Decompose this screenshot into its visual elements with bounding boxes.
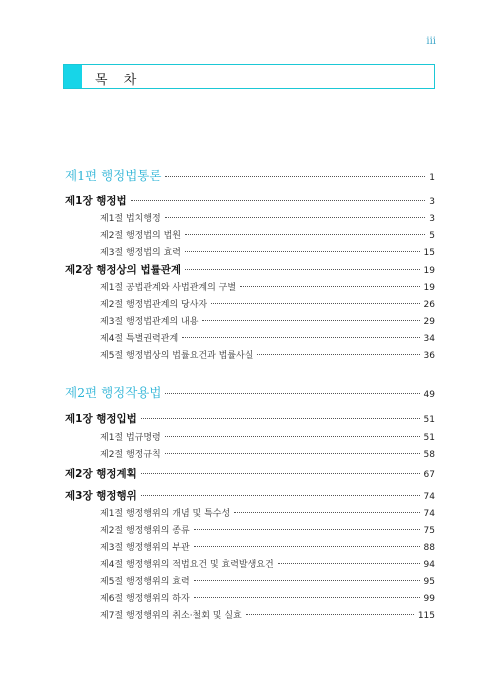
- toc-entry-page: 94: [423, 560, 435, 570]
- toc-entry-section: [100, 506, 435, 519]
- toc-entry-page: 19: [423, 283, 435, 293]
- toc-entry-label: 제3절 행정법의 효력: [100, 248, 182, 258]
- toc-entry-label: 제2절 행정규칙: [100, 450, 161, 460]
- dot-leader: [185, 251, 420, 252]
- toc-entry-label: 제1절 공법관계와 사법관계의 구별: [100, 283, 237, 293]
- toc-entry-label: 제3장 행정행위: [65, 490, 137, 502]
- toc-entry-section: [100, 348, 435, 361]
- toc-entry-page: 58: [423, 450, 435, 460]
- dot-leader: [165, 393, 419, 394]
- dot-leader: [141, 495, 420, 496]
- dot-leader: [278, 563, 420, 564]
- toc-entry-section: [100, 574, 435, 587]
- toc-entry-page: 3: [429, 197, 435, 207]
- toc-entry-page: 29: [423, 317, 435, 327]
- toc-entry-page: 34: [423, 334, 435, 344]
- toc-entry-label: 제7절 행정행위의 취소·철회 및 실효: [100, 611, 242, 621]
- toc-entry-section: [100, 557, 435, 570]
- toc-entry-label: 제1편 행정법통론: [65, 168, 162, 183]
- dot-leader: [182, 337, 419, 338]
- toc-entry-label: 제1절 행정행위의 개념 및 특수성: [100, 509, 231, 519]
- toc-entry-section: [100, 447, 435, 460]
- toc-entry-label: 제4절 행정행위의 적법요건 및 효력발생요건: [100, 560, 274, 570]
- toc-entry-section: [100, 540, 435, 553]
- toc-entry-page: 67: [423, 470, 435, 480]
- toc-entry-chapter: [65, 411, 435, 426]
- toc-entry-page: 36: [423, 351, 435, 361]
- toc-entry-section: [100, 228, 435, 241]
- toc-entry-chapter: [65, 262, 435, 277]
- toc-entry-label: 제1절 법규명령: [100, 433, 161, 443]
- dot-leader: [165, 436, 420, 437]
- page-number: iii: [426, 36, 436, 47]
- toc-title: 목 차: [95, 73, 143, 88]
- toc-entry-label: 제5절 행정행위의 효력: [100, 577, 190, 587]
- toc-entry-label: 제4절 특별권력관계: [100, 334, 179, 344]
- toc-entry-section: [100, 280, 435, 293]
- toc-entry-page: 74: [423, 509, 435, 519]
- toc-entry-part: [65, 166, 435, 184]
- dot-leader: [257, 354, 419, 355]
- dot-leader: [202, 320, 419, 321]
- toc-entry-label: 제3절 행정행위의 부관: [100, 543, 190, 553]
- toc-entry-section: [100, 211, 435, 224]
- toc-entry-page: 15: [423, 248, 435, 258]
- toc-entry-section: [100, 523, 435, 536]
- toc-entry-page: 26: [423, 300, 435, 310]
- dot-leader: [194, 580, 420, 581]
- toc-entry-page: 75: [423, 526, 435, 536]
- toc-entry-page: 115: [417, 611, 435, 621]
- toc-entry-label: 제2절 행정행위의 종류: [100, 526, 190, 536]
- toc-header: [63, 64, 435, 89]
- dot-leader: [165, 217, 426, 218]
- dot-leader: [141, 418, 420, 419]
- toc-entry-label: 제2절 행정법관계의 당사자: [100, 300, 208, 310]
- toc-entry-label: 제5절 행정법상의 법률요건과 법률사실: [100, 351, 254, 361]
- dot-leader: [141, 473, 420, 474]
- toc-entry-label: 제2장 행정계획: [65, 468, 137, 480]
- toc-entry-page: 51: [423, 415, 435, 425]
- toc-entry-section: [100, 245, 435, 258]
- toc-entry-section: [100, 297, 435, 310]
- toc-entry-label: 제1장 행정법: [65, 195, 127, 207]
- toc-entry-page: 5: [429, 231, 435, 241]
- dot-leader: [246, 614, 414, 615]
- toc-entry-chapter: [65, 466, 435, 481]
- toc-entry-page: 1: [429, 173, 435, 183]
- toc-entry-label: 제1장 행정입법: [65, 413, 137, 425]
- toc-entry-section: [100, 608, 435, 621]
- toc-entry-chapter: [65, 488, 435, 503]
- dot-leader: [185, 269, 420, 270]
- toc-entry-chapter: [65, 193, 435, 208]
- toc-entry-section: [100, 591, 435, 604]
- dot-leader: [240, 286, 420, 287]
- dot-leader: [165, 176, 425, 177]
- dot-leader: [194, 546, 420, 547]
- toc-entry-page: 74: [423, 492, 435, 502]
- toc-entry-page: 19: [423, 266, 435, 276]
- dot-leader: [234, 512, 419, 513]
- dot-leader: [185, 234, 425, 235]
- toc-entry-page: 99: [423, 594, 435, 604]
- toc-entry-section: [100, 331, 435, 344]
- toc-entry-part: [65, 383, 435, 401]
- toc-entry-label: 제3절 행정법관계의 내용: [100, 317, 199, 327]
- toc-entry-page: 88: [423, 543, 435, 553]
- toc-entry-label: 제2편 행정작용법: [65, 385, 162, 400]
- dot-leader: [194, 597, 420, 598]
- dot-leader: [194, 529, 420, 530]
- dot-leader: [131, 200, 426, 201]
- toc-entry-label: 제2장 행정상의 법률관계: [65, 264, 182, 276]
- toc-entry-page: 95: [423, 577, 435, 587]
- toc-entry-label: 제1절 법치행정: [100, 214, 161, 224]
- dot-leader: [165, 453, 420, 454]
- toc-entry-label: 제6절 행정행위의 하자: [100, 594, 190, 604]
- toc-entry-section: [100, 430, 435, 443]
- dot-leader: [211, 303, 419, 304]
- toc-entry-page: 51: [423, 433, 435, 443]
- toc-entry-section: [100, 314, 435, 327]
- toc-entry-page: 3: [429, 214, 435, 224]
- toc-entry-label: 제2절 행정법의 법원: [100, 231, 182, 241]
- toc-entry-page: 49: [423, 390, 435, 400]
- toc-header-accent-bar: [64, 65, 82, 88]
